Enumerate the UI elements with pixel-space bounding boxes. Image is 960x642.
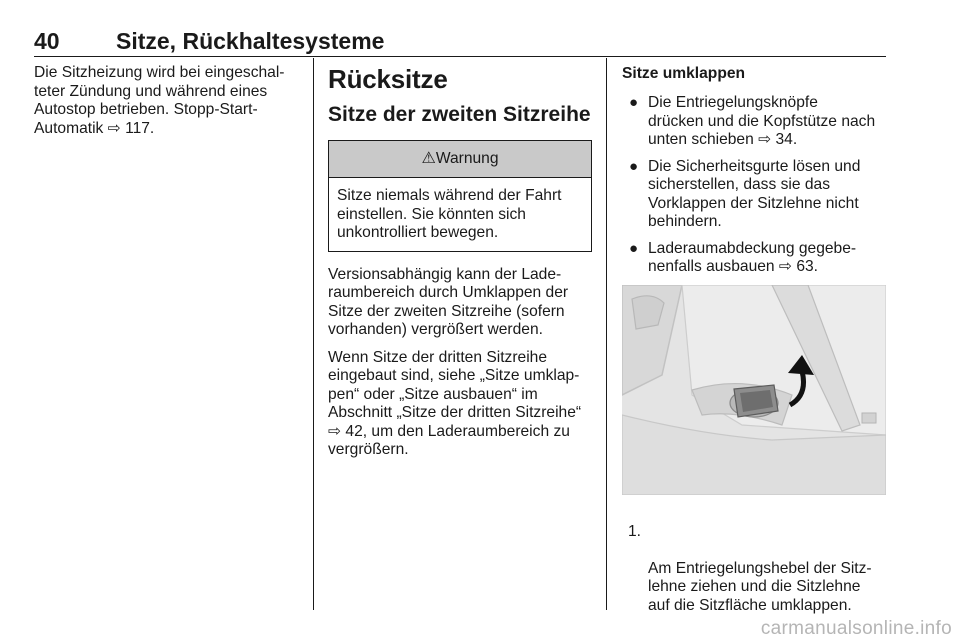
section-heading: Rücksitze xyxy=(328,64,448,94)
warning-body xyxy=(329,178,591,251)
bullet-icon: ● xyxy=(629,157,639,175)
list-item: ● Laderaumabdeckung gegebe- nenfalls ausbauen ⇨ 63. xyxy=(629,239,857,275)
warning-triangle-icon: ⚠ xyxy=(421,150,436,167)
cargo-area-paragraph: Versionsabhängig kann der Lade- raumbereich durch Umklappen der Sitze der zweiten Sitzreihe (sofern vorhanden) vergrößert werden. xyxy=(328,265,569,338)
warning-title: Warnung xyxy=(435,150,499,167)
seat-release-illustration xyxy=(622,285,886,495)
page-number: 40 xyxy=(34,28,60,54)
column-middle xyxy=(328,64,592,460)
seat-heating-paragraph: Die Sitzheizung wird bei eingeschal- teter Zündung und während eines Autostop betrieben. Stopp-Start- Automatik ⇨ 117. xyxy=(34,64,285,137)
seat-release-illustration-svg xyxy=(622,285,886,495)
step-text: Am Entriegelungshebel der Sitz- lehne ziehen und die Sitzlehne auf die Sitzfläche umklappen. xyxy=(648,559,872,614)
page-header xyxy=(34,26,886,57)
step-number: 1. xyxy=(628,522,642,540)
subsection-heading: Sitze der zweiten Sitzreihe xyxy=(328,103,591,126)
warning-box xyxy=(328,140,592,252)
bullet-icon: ● xyxy=(629,94,639,111)
preparation-list xyxy=(622,94,888,277)
step-item xyxy=(622,523,888,616)
list-item: ● Die Entriegelungsknöpfe drücken und die Kopfstütze nach unten schieben ⇨ 34. xyxy=(629,94,876,148)
list-item: ● Die Sicherheitsgurte lösen und sicherstellen, dass sie das Vorklappen der Sitzlehne nicht behindern. xyxy=(629,157,861,230)
watermark: carmanualsonline.info xyxy=(760,618,952,639)
column-left xyxy=(34,64,302,138)
column-right xyxy=(622,64,888,615)
column-divider xyxy=(606,58,607,610)
chapter-title: Sitze, Rückhaltesysteme xyxy=(116,28,385,54)
bullet-icon: ● xyxy=(629,239,639,257)
warning-header xyxy=(329,141,591,178)
fold-seats-heading: Sitze umklappen xyxy=(622,65,746,82)
third-row-paragraph: Wenn Sitze der dritten Sitzreihe eingebaut sind, siehe „Sitze umklap- pen“ oder „Sitze ausbauen“ im Abschnitt „Sitze der dritten Sitzreihe“ ⇨ 42, um den Laderaumbereich zu vergrößern. xyxy=(328,348,582,458)
steps-list xyxy=(622,523,888,616)
warning-text: Sitze niemals während der Fahrt einstellen. Sie könnten sich unkontrolliert bewegen. xyxy=(337,187,562,241)
column-divider xyxy=(313,58,314,610)
